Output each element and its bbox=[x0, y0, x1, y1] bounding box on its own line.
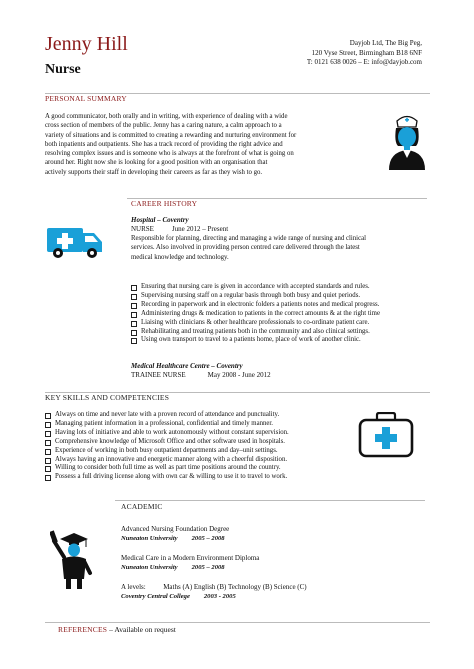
list-item: Ensuring that nursing care is given in accordance with accepted standards and rules. bbox=[131, 283, 380, 292]
job-entry bbox=[131, 362, 451, 380]
role-row bbox=[131, 371, 451, 380]
divider bbox=[45, 622, 430, 623]
list-item: Rehabilitating and treating patients both in the community and also clinical settings. bbox=[131, 328, 380, 337]
role-dates: May 2008 - June 2012 bbox=[207, 371, 271, 379]
list-item: Supervising nursing staff on a regular basis through both busy and quiet periods. bbox=[131, 292, 380, 301]
list-item: Possess a full driving license along with own car & willing to use it to travel to work. bbox=[45, 473, 289, 482]
list-item: Experience of working in both busy outpatient departments and day–unit settings. bbox=[45, 447, 289, 456]
address-line: Dayjob Ltd, The Big Peg, bbox=[349, 39, 422, 47]
list-item: Administering drugs & medication to patients in the correct amounts & at the right time bbox=[131, 310, 380, 319]
role-row bbox=[131, 225, 451, 234]
list-item: A levels: Maths (A) English (B) Technology (B) Science (C) Coventry Central College 2003 - 2005 bbox=[121, 583, 307, 600]
ambulance-icon bbox=[47, 227, 103, 259]
candidate-name: Jenny Hill bbox=[45, 33, 128, 55]
summary-heading: PERSONAL SUMMARY bbox=[45, 94, 127, 103]
list-item: Willing to consider both full time as well as part time positions around the country. bbox=[45, 464, 289, 473]
summary-text: A good communicator, both orally and in writing, with experience of dealing with a wide cross section of members of the public. Jenny has a caring nature, a calm approach to a variety of situations and is committed to creating a rewarding and nurturing environment for both inpatients and outpatients. She has a track record of providing the right advice and resolving complex issues and is someone who is always at the forefront of what is going on around her. Right now she is looking for a good position with an organisation that actively supports their staff in developing their careers as far as they wish to go. bbox=[45, 113, 297, 176]
career-heading: CAREER HISTORY bbox=[131, 199, 198, 208]
skills-list bbox=[45, 411, 289, 482]
address-line: 120 Vyse Street, Birmingham B18 6NF bbox=[311, 48, 422, 57]
list-item: Always having an innovative and energetic manner along with a cheerful disposition. bbox=[45, 456, 289, 465]
references-heading: REFERENCES bbox=[58, 625, 108, 634]
list-item: Advanced Nursing Foundation Degree Nuneaton University 2005 – 2008 bbox=[121, 525, 230, 542]
job-entry bbox=[131, 216, 451, 262]
job-description: Responsible for planning, directing and managing a wide range of nursing and clinical services. Also involved in providing person centred care delivered through the latest medical knowledge and technology. bbox=[131, 235, 366, 261]
list-item: Using own transport to travel to a patients home, place of work of another clinic. bbox=[131, 336, 380, 345]
divider bbox=[115, 500, 425, 501]
role-dates: June 2012 – Present bbox=[171, 225, 229, 233]
nurse-avatar-icon bbox=[385, 112, 429, 172]
education-list bbox=[121, 525, 441, 601]
role: TRAINEE NURSE bbox=[131, 371, 186, 379]
job-title: Nurse bbox=[45, 62, 81, 77]
references-text: – Available on request bbox=[109, 625, 176, 634]
graduate-icon bbox=[50, 527, 94, 591]
job-duties-list bbox=[131, 283, 380, 345]
contact-address bbox=[222, 39, 422, 68]
medical-kit-icon bbox=[358, 412, 414, 458]
list-item: Always on time and never late with a proven record of attendance and punctuality. bbox=[45, 411, 289, 420]
list-item: Having lots of initiative and able to work autonomously without constant supervision. bbox=[45, 429, 289, 438]
list-item: Recording in paperwork and in electronic folders a patients notes and medical progress. bbox=[131, 301, 380, 310]
academic-heading: ACADEMIC bbox=[121, 502, 163, 511]
list-item: Managing patient information in a professional, confidential and timely manner. bbox=[45, 420, 289, 429]
address-line: T: 0121 638 0026 – E: info@dayjob.com bbox=[306, 58, 422, 66]
references-line bbox=[58, 625, 176, 634]
employer: Hospital – Coventry bbox=[131, 216, 189, 224]
skills-heading: KEY SKILLS AND COMPETENCIES bbox=[45, 393, 170, 402]
list-item: Comprehensive knowledge of Microsoft Office and other software used in hospitals. bbox=[45, 438, 289, 447]
list-item: Medical Care in a Modern Environment Diploma Nuneaton University 2005 – 2008 bbox=[121, 554, 260, 571]
role: NURSE bbox=[131, 225, 154, 233]
employer: Medical Healthcare Centre – Coventry bbox=[131, 362, 243, 370]
list-item: Liaising with clinicians & other healthcare professionals to co-ordinate patient care. bbox=[131, 319, 380, 328]
